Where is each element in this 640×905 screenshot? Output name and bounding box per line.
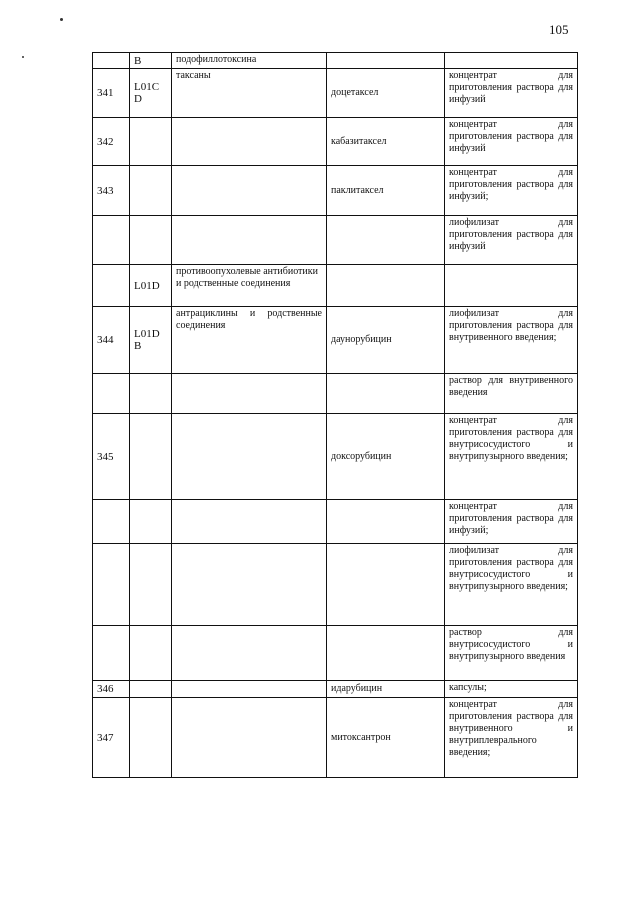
atc-code	[130, 681, 172, 698]
drug-name	[327, 265, 445, 307]
table-row	[93, 216, 578, 265]
dosage-form: капсулы;	[445, 681, 578, 698]
atc-code	[130, 626, 172, 681]
atc-code: В	[130, 53, 172, 69]
atc-code	[130, 166, 172, 216]
drug-name	[327, 500, 445, 544]
table-row	[93, 118, 578, 166]
scan-speck	[60, 18, 63, 21]
pharmacological-group: подофиллотоксина	[172, 53, 327, 69]
row-number	[93, 53, 130, 69]
atc-code	[130, 500, 172, 544]
pharmacological-group: антрациклины и родственные соединения	[172, 307, 327, 374]
atc-code	[130, 118, 172, 166]
drug-name	[327, 626, 445, 681]
row-number: 347	[93, 698, 130, 778]
pharmacological-group	[172, 414, 327, 500]
pharmacological-group	[172, 118, 327, 166]
row-number	[93, 544, 130, 626]
drug-name	[327, 374, 445, 414]
dosage-form	[445, 265, 578, 307]
drug-name	[327, 544, 445, 626]
atc-code: L01D В	[130, 307, 172, 374]
table-row	[93, 53, 578, 69]
dosage-form: раствор для внутрисосудистого и внутрипузырного введения	[445, 626, 578, 681]
dosage-form: концентрат для приготовления раствора для инфузий;	[445, 166, 578, 216]
drug-name: доксорубицин	[327, 414, 445, 500]
dosage-form: концентрат для приготовления раствора для инфузий;	[445, 500, 578, 544]
atc-code: L01C D	[130, 69, 172, 118]
drug-table	[92, 52, 578, 778]
pharmacological-group: таксаны	[172, 69, 327, 118]
row-number	[93, 500, 130, 544]
atc-code	[130, 698, 172, 778]
dosage-form	[445, 53, 578, 69]
pharmacological-group	[172, 681, 327, 698]
page-number: 105	[549, 22, 569, 37]
dosage-form: концентрат для приготовления раствора для внутрисосудистого и внутрипузырного введения;	[445, 414, 578, 500]
dosage-form: концентрат для приготовления раствора для инфузий	[445, 118, 578, 166]
drug-name	[327, 216, 445, 265]
row-number: 341	[93, 69, 130, 118]
table-row	[93, 681, 578, 698]
dosage-form: лиофилизат для приготовления раствора для инфузий	[445, 216, 578, 265]
atc-code	[130, 544, 172, 626]
pharmacological-group	[172, 500, 327, 544]
scan-speck	[22, 56, 24, 58]
row-number	[93, 374, 130, 414]
row-number: 342	[93, 118, 130, 166]
drug-name: митоксантрон	[327, 698, 445, 778]
table-row	[93, 307, 578, 374]
drug-name: даунорубицин	[327, 307, 445, 374]
row-number: 343	[93, 166, 130, 216]
row-number: 345	[93, 414, 130, 500]
table-row	[93, 414, 578, 500]
table-row	[93, 166, 578, 216]
table-row	[93, 69, 578, 118]
atc-code	[130, 414, 172, 500]
drug-table-body	[93, 53, 578, 778]
table-row	[93, 698, 578, 778]
drug-name	[327, 53, 445, 69]
pharmacological-group	[172, 698, 327, 778]
dosage-form: концентрат для приготовления раствора для внутривенного и внутриплеврального введения;	[445, 698, 578, 778]
atc-code	[130, 216, 172, 265]
pharmacological-group	[172, 544, 327, 626]
dosage-form: лиофилизат для приготовления раствора для внутривенного введения;	[445, 307, 578, 374]
row-number	[93, 265, 130, 307]
pharmacological-group	[172, 626, 327, 681]
drug-name: кабазитаксел	[327, 118, 445, 166]
row-number	[93, 216, 130, 265]
atc-code: L01D	[130, 265, 172, 307]
drug-name: доцетаксел	[327, 69, 445, 118]
table-row	[93, 265, 578, 307]
row-number: 346	[93, 681, 130, 698]
drug-name: паклитаксел	[327, 166, 445, 216]
pharmacological-group	[172, 216, 327, 265]
table-row	[93, 626, 578, 681]
table-row	[93, 500, 578, 544]
drug-name: идарубицин	[327, 681, 445, 698]
atc-code	[130, 374, 172, 414]
dosage-form: концентрат для приготовления раствора для инфузий	[445, 69, 578, 118]
table-row	[93, 374, 578, 414]
pharmacological-group	[172, 374, 327, 414]
dosage-form: раствор для внутривенного введения	[445, 374, 578, 414]
dosage-form: лиофилизат для приготовления раствора для внутрисосудистого и внутрипузырного введения;	[445, 544, 578, 626]
pharmacological-group: противоопухолевые антибиотики и родственные соединения	[172, 265, 327, 307]
row-number: 344	[93, 307, 130, 374]
row-number	[93, 626, 130, 681]
table-row	[93, 544, 578, 626]
pharmacological-group	[172, 166, 327, 216]
